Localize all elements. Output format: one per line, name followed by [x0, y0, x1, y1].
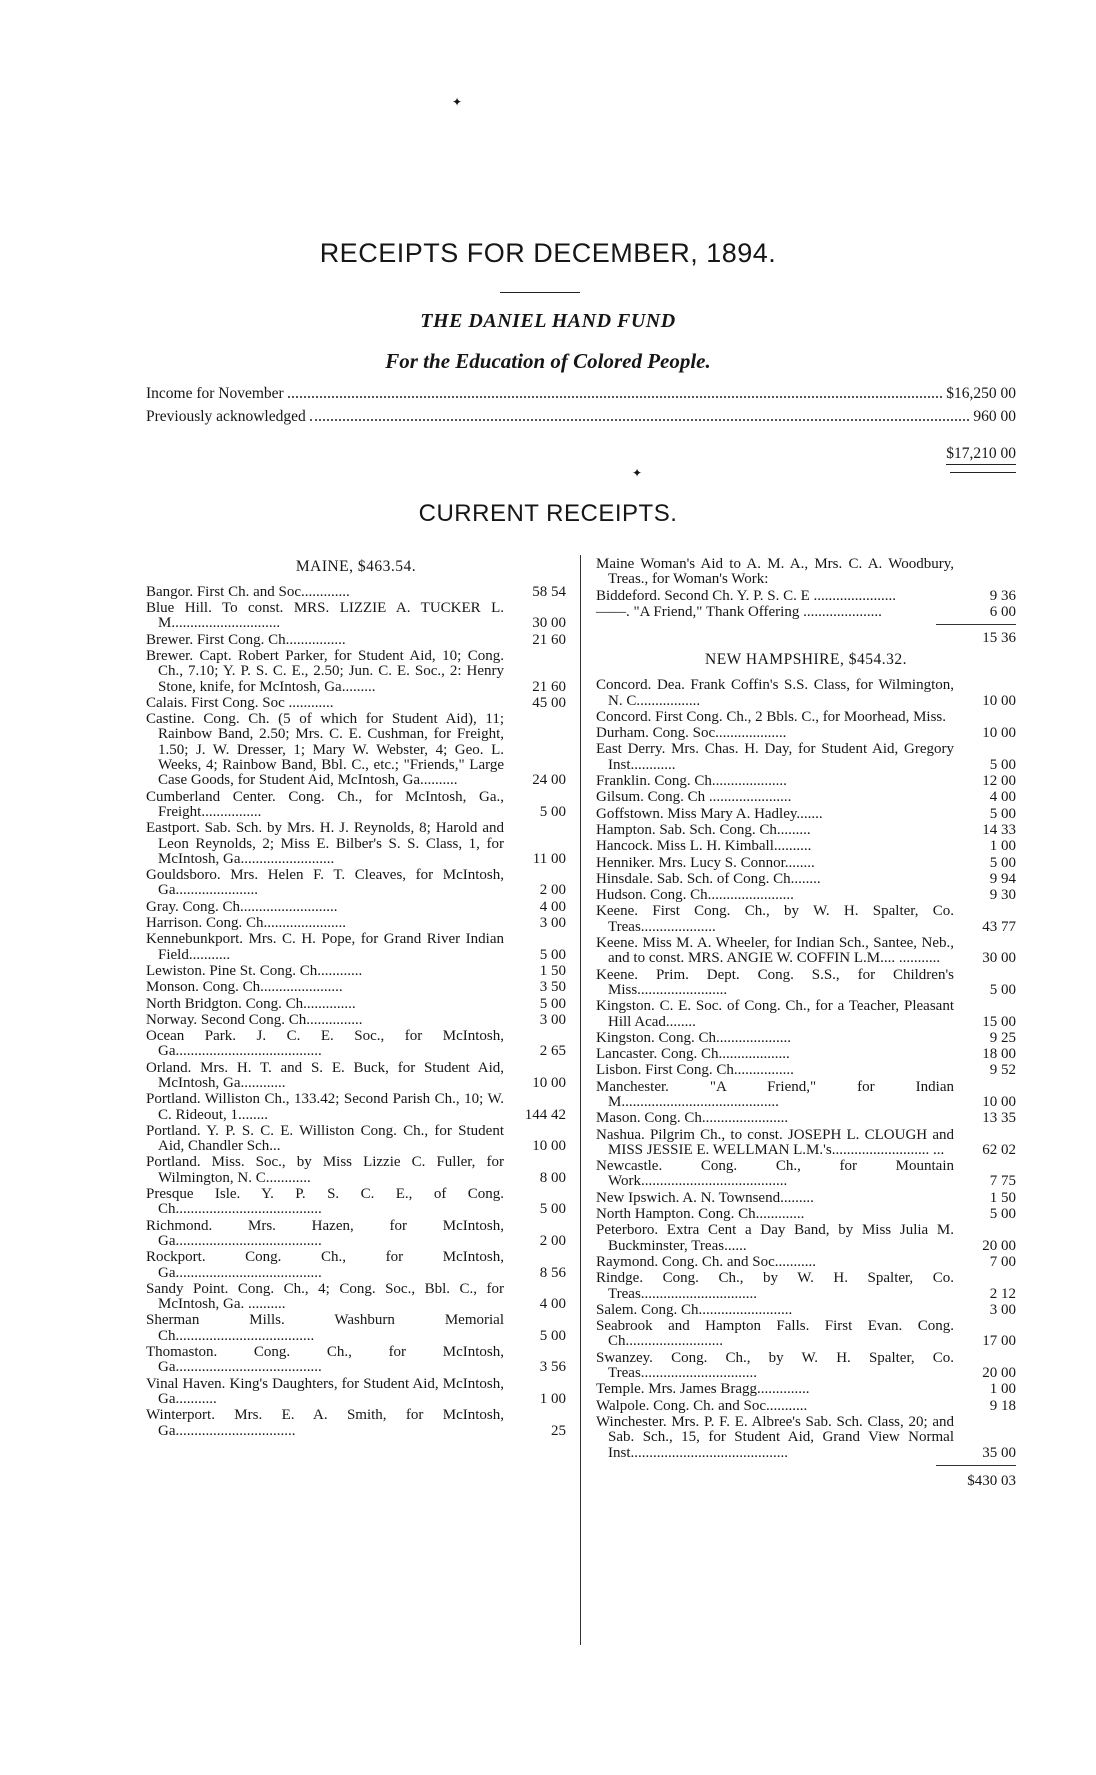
- entry-text: New Ipswich. A. N. Townsend.........: [596, 1189, 814, 1206]
- receipt-entry: [596, 1111, 1016, 1126]
- income-row: [146, 408, 1016, 426]
- receipt-entry: [146, 1219, 566, 1250]
- entry-text: Henniker. Mrs. Lucy S. Connor........: [596, 854, 815, 871]
- receipt-entry: [146, 964, 566, 979]
- entry-amount: 5 00: [539, 1201, 566, 1218]
- entry-text: Blue Hill. To const. MRS. LIZZIE A. TUCKER L. M.............................: [146, 600, 504, 632]
- entry-text: Manchester. "A Friend," for Indian M..........................................: [596, 1078, 954, 1110]
- page-title: RECEIPTS FOR DECEMBER, 1894.: [319, 238, 777, 268]
- receipt-entry: [596, 1415, 1016, 1461]
- receipt-entry: [596, 1351, 1016, 1382]
- receipt-entry: [596, 1271, 1016, 1302]
- entry-amount: 10 00: [982, 1094, 1016, 1110]
- total-rule: [936, 1465, 1016, 1466]
- receipt-entry: [146, 790, 566, 821]
- entry-text: Orland. Mrs. H. T. and S. E. Buck, for Student Aid, McIntosh, Ga............: [146, 1059, 504, 1091]
- income-label: Income for November: [146, 385, 284, 402]
- title-rule: [500, 292, 580, 293]
- entry-amount: 7 00: [989, 1253, 1016, 1270]
- entry-text: Nashua. Pilgrim Ch., to const. JOSEPH L. CLOUGH and MISS JESSIE E. WELLMAN L.M.'s.......................... ...: [596, 1126, 954, 1158]
- entry-text: Hampton. Sab. Sch. Cong. Ch.........: [596, 821, 811, 838]
- receipt-entry: [146, 1313, 566, 1344]
- entry-amount: 9 18: [989, 1397, 1016, 1414]
- entry-amount: 3 00: [539, 1011, 566, 1028]
- state-heading-maine: MAINE, $463.54.: [295, 558, 417, 575]
- entry-text: Lisbon. First Cong. Ch................: [596, 1062, 794, 1079]
- entry-amount: 5 00: [539, 995, 566, 1012]
- entry-text: Mason. Cong. Ch.......................: [596, 1110, 789, 1127]
- entry-amount: 20 00: [982, 1237, 1016, 1254]
- receipt-entry: [146, 649, 566, 695]
- entry-amount: 1 00: [989, 1381, 1016, 1398]
- entry-text: Bangor. First Ch. and Soc.............: [146, 583, 350, 600]
- entry-text: Salem. Cong. Ch.........................: [596, 1301, 793, 1318]
- entry-text: Presque Isle. Y. P. S. C. E., of Cong. Ch.......................................: [146, 1186, 504, 1218]
- receipt-entry: [596, 557, 1016, 588]
- entry-amount: 5 00: [539, 946, 566, 963]
- entry-text: Concord. Dea. Frank Coffin's S.S. Class, for Wilmington, N. C.................: [596, 677, 954, 709]
- receipt-entry: [146, 712, 566, 788]
- entry-text: Durham. Cong. Soc...................: [596, 725, 787, 742]
- entry-text: Thomaston. Cong. Ch., for McIntosh, Ga.......................................: [146, 1344, 504, 1376]
- entry-text: Hancock. Miss L. H. Kimball..........: [596, 838, 812, 855]
- income-label: Previously acknowledged: [146, 408, 306, 425]
- entry-amount: 13 35: [982, 1110, 1016, 1127]
- receipt-entry: [146, 1092, 566, 1123]
- entry-amount: 3 56: [539, 1359, 566, 1376]
- receipt-entry: [146, 932, 566, 963]
- entry-amount: 9 36: [989, 587, 1016, 604]
- state-heading-new-hampshire: NEW HAMPSHIRE, $454.32.: [705, 651, 907, 669]
- entry-text: Rindge. Cong. Ch., by W. H. Spalter, Co. Treas...............................: [596, 1270, 954, 1302]
- entry-text: Winterport. Mrs. E. A. Smith, for McIntosh, Ga................................: [146, 1407, 504, 1439]
- entry-text: Newcastle. Cong. Ch., for Mountain Work.......................................: [596, 1158, 954, 1190]
- entry-text: Brewer. Capt. Robert Parker, for Student Aid, 10; Cong. Ch., 7.10; Y. P. S. C. E., 2.50; Jun. C. E. Soc., 2: Henry Stone, knife, for McIntosh, Ga.........: [146, 647, 504, 695]
- total-rule: [950, 472, 1016, 473]
- entry-amount: 5 00: [989, 981, 1016, 998]
- income-amount: $16,250 00: [946, 385, 1016, 402]
- receipt-entry: [146, 601, 566, 632]
- receipt-entry: [146, 585, 566, 600]
- entry-amount: 3 00: [989, 1301, 1016, 1318]
- entry-text: Brewer. First Cong. Ch................: [146, 631, 346, 648]
- receipt-entry: [146, 1061, 566, 1092]
- entry-text: Calais. First Cong. Soc ............: [146, 694, 334, 711]
- entry-amount: 12 00: [982, 773, 1016, 790]
- receipt-entry: [596, 605, 1016, 620]
- entry-amount: 5 00: [989, 805, 1016, 822]
- entry-text: Lancaster. Cong. Ch...................: [596, 1046, 790, 1063]
- entry-amount: 45 00: [532, 694, 566, 711]
- receipt-entry: [146, 1250, 566, 1281]
- receipt-entry: [146, 1155, 566, 1186]
- entry-text: Swanzey. Cong. Ch., by W. H. Spalter, Co. Treas...............................: [596, 1349, 954, 1382]
- entry-text: Biddeford. Second Ch. Y. P. S. C. E ......................: [596, 587, 897, 604]
- entry-amount: 4 00: [989, 789, 1016, 806]
- entry-amount: 58 54: [532, 583, 566, 600]
- entry-text: Temple. Mrs. James Bragg..............: [596, 1381, 810, 1398]
- entry-amount: 9 30: [989, 887, 1016, 904]
- entry-amount: 7 75: [989, 1173, 1016, 1190]
- entry-amount: 10 00: [532, 1075, 566, 1091]
- entry-amount: 43 77: [982, 918, 1016, 935]
- entry-amount: 5 00: [989, 1206, 1016, 1223]
- income-total: $17,210 00: [946, 445, 1016, 465]
- entry-amount: 144 42: [524, 1106, 566, 1123]
- left-column: [146, 553, 566, 1440]
- receipt-entry: [146, 1029, 566, 1060]
- receipt-entry: [146, 696, 566, 711]
- entry-amount: 2 00: [539, 1232, 566, 1249]
- receipt-entry: [146, 1282, 566, 1313]
- new-hampshire-total: $430 03: [967, 1472, 1016, 1489]
- receipt-entry: [596, 1159, 1016, 1190]
- entry-text: Richmond. Mrs. Hazen, for McIntosh, Ga.......................................: [146, 1217, 504, 1249]
- entry-text: Monson. Cong. Ch......................: [146, 979, 343, 996]
- maine-continued-entries: [596, 557, 1016, 620]
- entry-amount: 1 50: [539, 962, 566, 979]
- entry-text: Portland. Williston Ch., 133.42; Second Parish Ch., 10; W. C. Rideout, 1........: [146, 1091, 504, 1123]
- entry-text: Maine Woman's Aid to A. M. A., Mrs. C. A. Woodbury, Treas., for Woman's Work:: [596, 556, 954, 588]
- entry-text: Sandy Point. Cong. Ch., 4; Cong. Soc., Bbl. C., for McIntosh, Ga. ..........: [146, 1280, 504, 1313]
- fund-subtitle: For the Education of Colored People.: [385, 349, 711, 373]
- receipt-entry: [596, 856, 1016, 871]
- entry-amount: 4 00: [539, 1296, 566, 1313]
- entry-amount: 2 12: [989, 1285, 1016, 1302]
- entry-text: East Derry. Mrs. Chas. H. Day, for Student Aid, Gregory Inst............: [596, 741, 954, 773]
- entry-amount: 15 00: [982, 1013, 1016, 1030]
- income-row: [146, 385, 1016, 403]
- receipt-entry: [596, 1255, 1016, 1270]
- receipt-entry: [146, 1187, 566, 1218]
- receipt-entry: [596, 823, 1016, 838]
- entry-amount: 6 00: [989, 603, 1016, 620]
- receipt-entry: [596, 1319, 1016, 1350]
- receipt-entry: [596, 726, 1016, 741]
- receipt-entry: [596, 1031, 1016, 1046]
- entry-amount: 20 00: [982, 1365, 1016, 1382]
- receipt-entry: [596, 1191, 1016, 1206]
- receipt-entry: [596, 1128, 1016, 1159]
- entry-amount: 9 52: [989, 1062, 1016, 1079]
- entry-text: Ocean Park. J. C. E. Soc., for McIntosh, Ga.......................................: [146, 1028, 504, 1060]
- entry-text: Keene. First Cong. Ch., by W. H. Spalter, Co. Treas....................: [596, 903, 954, 935]
- entry-amount: 5 00: [989, 854, 1016, 871]
- entry-text: Peterboro. Extra Cent a Day Band, by Miss Julia M. Buckminster, Treas......: [596, 1222, 954, 1254]
- entry-amount: 25: [551, 1422, 566, 1439]
- entry-text: Lewiston. Pine St. Cong. Ch............: [146, 962, 363, 979]
- entry-amount: 14 33: [982, 821, 1016, 838]
- entry-text: Franklin. Cong. Ch....................: [596, 773, 787, 790]
- maine-subtotal: 15 36: [982, 630, 1016, 647]
- receipt-entry: [596, 839, 1016, 854]
- entry-amount: 10 00: [532, 1138, 566, 1155]
- entry-text: Portland. Miss. Soc., by Miss Lizzie C. Fuller, for Wilmington, N. C............: [146, 1154, 504, 1186]
- entry-amount: 18 00: [982, 1046, 1016, 1063]
- entry-text: Kingston. C. E. Soc. of Cong. Ch., for a Teacher, Pleasant Hill Acad........: [596, 998, 954, 1030]
- subtotal-rule: [936, 624, 1016, 625]
- entry-text: Gray. Cong. Ch..........................: [146, 898, 338, 915]
- new-hampshire-entries: [596, 678, 1016, 1461]
- entry-amount: 11 00: [532, 850, 566, 867]
- entry-amount: 9 94: [989, 870, 1016, 887]
- entry-amount: 2 00: [539, 882, 566, 899]
- entry-amount: 1 00: [539, 1390, 566, 1407]
- entry-text: Seabrook and Hampton Falls. First Evan. Cong. Ch..........................: [596, 1318, 954, 1350]
- entry-amount: 5 00: [539, 1327, 566, 1344]
- receipt-entry: [596, 968, 1016, 999]
- entry-amount: 1 00: [989, 838, 1016, 855]
- entry-text: Portland. Y. P. S. C. E. Williston Cong. Ch., for Student Aid, Chandler Sch...: [146, 1122, 504, 1155]
- maine-entries: [146, 585, 566, 1439]
- receipt-entry: [146, 1377, 566, 1408]
- entry-amount: 24 00: [532, 772, 566, 789]
- entry-amount: 10 00: [982, 725, 1016, 742]
- entry-amount: 35 00: [982, 1444, 1016, 1461]
- column-divider: [580, 555, 581, 1645]
- receipt-entry: [596, 872, 1016, 887]
- receipt-entry: [596, 807, 1016, 822]
- entry-amount: 8 56: [539, 1264, 566, 1281]
- receipt-entry: [596, 1063, 1016, 1078]
- entry-text: Castine. Cong. Ch. (5 of which for Student Aid), 11; Rainbow Band, 2.50; Mrs. C. E. Cushman, for Freight, 1.50; J. W. Dresser, 1; Mary W. Webster, 4; Geo. L. Weeks, 4; Rainbow Band, Bbl. C., etc.; "Friends," Large Case Goods, for Student Aid, McIntosh, Ga..........: [146, 711, 504, 789]
- receipt-entry: [596, 678, 1016, 709]
- entry-text: North Bridgton. Cong. Ch..............: [146, 995, 356, 1012]
- entry-amount: 8 00: [539, 1169, 566, 1186]
- entry-amount: 5 00: [989, 756, 1016, 773]
- leader-dots: [288, 385, 943, 398]
- entry-amount: 21 60: [532, 631, 566, 648]
- entry-text: Sherman Mills. Washburn Memorial Ch.....................................: [146, 1312, 504, 1344]
- entry-amount: 9 25: [989, 1029, 1016, 1046]
- current-receipts-heading: CURRENT RECEIPTS.: [418, 500, 678, 527]
- entry-text: Walpole. Cong. Ch. and Soc...........: [596, 1397, 808, 1414]
- receipt-entry: [146, 1124, 566, 1155]
- entry-text: Cumberland Center. Cong. Ch., for McIntosh, Ga., Freight................: [146, 788, 504, 820]
- receipt-entry: [146, 868, 566, 899]
- entry-amount: 2 65: [539, 1043, 566, 1060]
- entry-text: Kennebunkport. Mrs. C. H. Pope, for Grand River Indian Field...........: [146, 931, 504, 963]
- receipt-entry: [146, 1345, 566, 1376]
- entry-text: Keene. Miss M. A. Wheeler, for Indian Sch., Santee, Neb., and to const. MRS. ANGIE W. COFFIN L.M.... ...........: [596, 935, 954, 967]
- receipt-entry: [146, 900, 566, 915]
- entry-text: Keene. Prim. Dept. Cong. S.S., for Children's Miss........................: [596, 966, 954, 998]
- entry-amount: 3 00: [539, 915, 566, 932]
- receipt-entry: [146, 633, 566, 648]
- income-amount: 960 00: [973, 408, 1016, 425]
- entry-text: Raymond. Cong. Ch. and Soc...........: [596, 1253, 816, 1270]
- entry-text: Norway. Second Cong. Ch...............: [146, 1011, 363, 1028]
- receipt-entry: [146, 916, 566, 931]
- entry-text: North Hampton. Cong. Ch.............: [596, 1206, 805, 1223]
- receipt-entry: [596, 1399, 1016, 1414]
- receipt-entry: [596, 774, 1016, 789]
- receipt-entry: [146, 1408, 566, 1439]
- entry-amount: 1 50: [989, 1189, 1016, 1206]
- receipt-entry: [596, 936, 1016, 967]
- right-column: [596, 553, 1016, 1489]
- entry-text: Hinsdale. Sab. Sch. of Cong. Ch........: [596, 870, 821, 887]
- print-speck: ✦: [632, 466, 643, 480]
- receipt-entry: [596, 888, 1016, 903]
- entry-amount: 17 00: [982, 1333, 1016, 1350]
- entry-text: Gilsum. Cong. Ch ......................: [596, 789, 792, 806]
- entry-text: ——. "A Friend," Thank Offering .....................: [596, 603, 882, 620]
- entry-amount: 5 00: [539, 803, 566, 820]
- receipt-entry: [596, 710, 1016, 725]
- entry-text: Concord. First Cong. Ch., 2 Bbls. C., for Moorhead, Miss.: [596, 708, 947, 725]
- fund-title: THE DANIEL HAND FUND: [420, 310, 676, 332]
- entry-text: Goffstown. Miss Mary A. Hadley.......: [596, 805, 823, 822]
- entry-text: Vinal Haven. King's Daughters, for Student Aid, McIntosh, Ga...........: [146, 1375, 504, 1407]
- entry-amount: 30 00: [532, 615, 566, 632]
- receipt-entry: [596, 904, 1016, 935]
- receipt-entry: [596, 1207, 1016, 1222]
- entry-text: Harrison. Cong. Ch......................: [146, 915, 346, 932]
- entry-amount: 62 02: [982, 1141, 1016, 1158]
- receipt-entry: [596, 1303, 1016, 1318]
- receipt-entry: [596, 999, 1016, 1030]
- entry-text: Kingston. Cong. Ch....................: [596, 1029, 792, 1046]
- receipt-entry: [596, 589, 1016, 604]
- entry-amount: 3 50: [539, 979, 566, 996]
- receipt-entry: [596, 1382, 1016, 1397]
- leader-dots: [310, 408, 970, 421]
- entry-text: Rockport. Cong. Ch., for McIntosh, Ga.......................................: [146, 1249, 504, 1281]
- receipt-entry: [146, 980, 566, 995]
- entry-text: Hudson. Cong. Ch.......................: [596, 887, 794, 904]
- receipt-entry: [146, 997, 566, 1012]
- receipt-entry: [596, 1047, 1016, 1062]
- receipt-entry: [596, 1080, 1016, 1111]
- entry-amount: 10 00: [982, 692, 1016, 709]
- entry-amount: 21 60: [532, 678, 566, 695]
- entry-amount: 4 00: [539, 898, 566, 915]
- entry-text: Gouldsboro. Mrs. Helen F. T. Cleaves, for McIntosh, Ga......................: [146, 867, 504, 899]
- entry-text: Winchester. Mrs. P. F. E. Albree's Sab. Sch. Class, 20; and Sab. Sch., 15, for Student Aid, Grand View Normal Inst..........................................: [596, 1413, 954, 1461]
- receipt-entry: [596, 790, 1016, 805]
- receipt-entry: [146, 821, 566, 867]
- receipt-entry: [146, 1013, 566, 1028]
- receipt-entry: [596, 1223, 1016, 1254]
- print-speck: ✦: [452, 95, 463, 109]
- receipt-entry: [596, 742, 1016, 773]
- entry-amount: 30 00: [982, 950, 1016, 967]
- entry-text: Eastport. Sab. Sch. by Mrs. H. J. Reynolds, 8; Harold and Leon Reynolds, 2; Miss E. Bilber's S. S. Class, 1, for McIntosh, Ga.........................: [146, 820, 504, 867]
